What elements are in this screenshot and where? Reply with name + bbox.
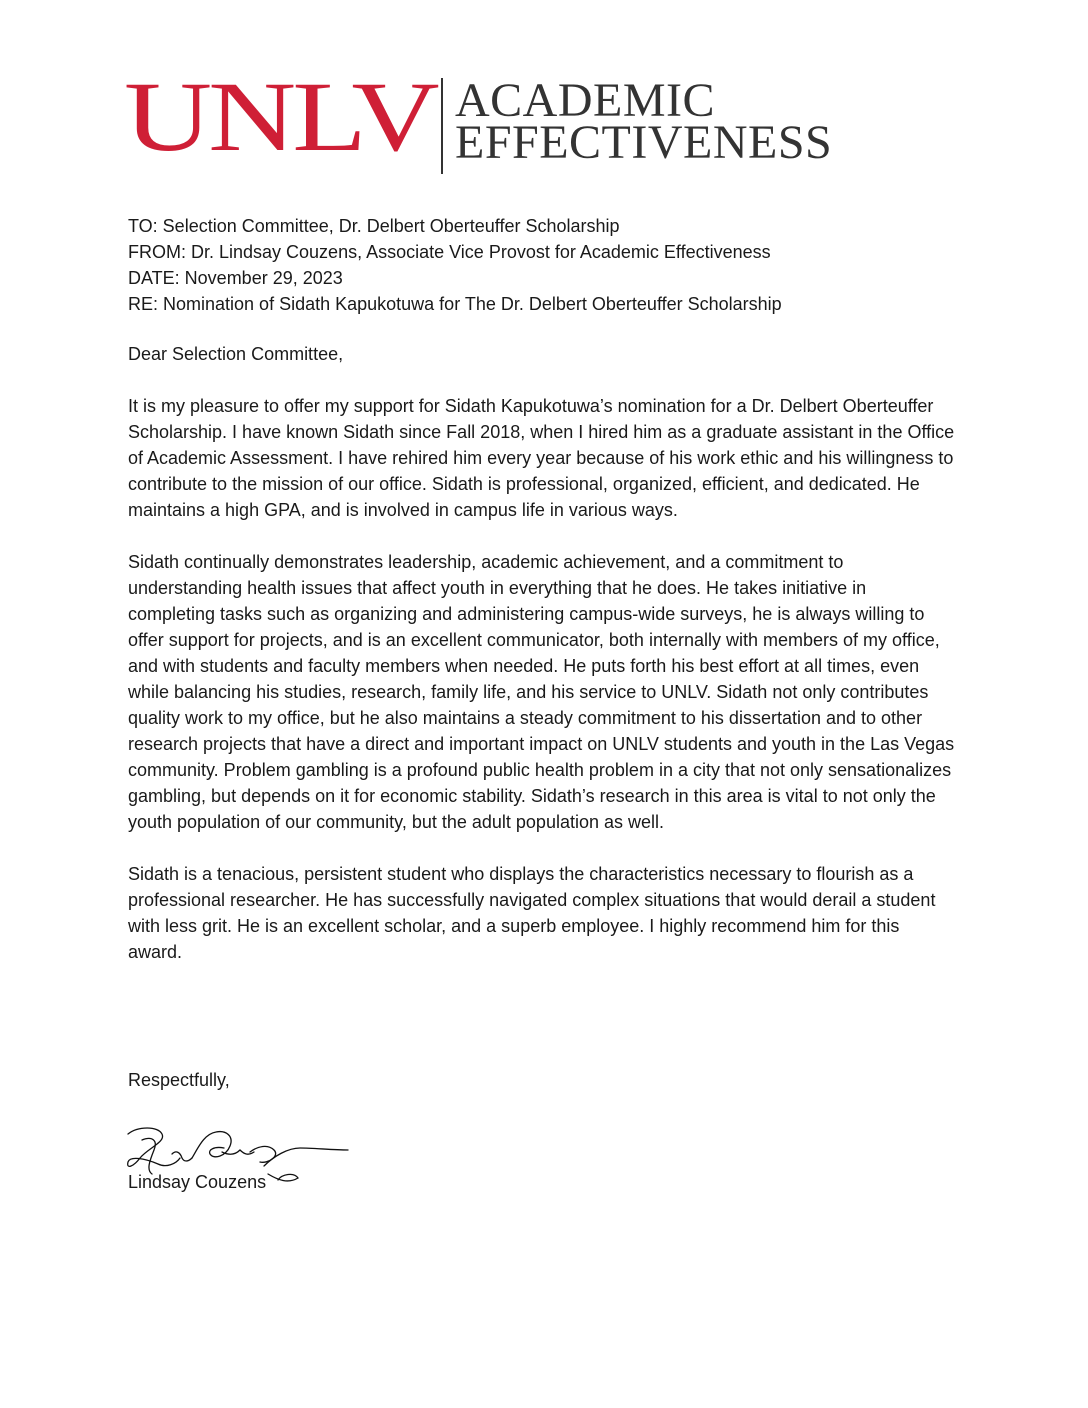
paragraph-3: Sidath is a tenacious, persistent student who displays the characteristics necessary to flourish as a professional researcher. He has successfully navigated complex situations that would derail a student with less grit. He is an excellent scholar, and a superb employee. I highly recommend him for this award. [128,864,936,962]
letterhead [124,61,904,176]
logo-divider [441,78,443,174]
memo-to: TO: Selection Committee, Dr. Delbert Oberteuffer Scholarship [128,216,620,236]
memo-header [128,213,782,317]
department-name [455,74,833,169]
unlv-logo: UNLV [124,61,436,172]
memo-from: FROM: Dr. Lindsay Couzens, Associate Vice Provost for Academic Effectiveness [128,242,771,262]
letter-body [128,341,958,991]
department-line-2: EFFECTIVENESS [455,116,833,169]
department-line-1: ACADEMIC [455,74,716,127]
paragraph-2: Sidath continually demonstrates leadership, academic achievement, and a commitment to understanding health issues that affect youth in everything that he does. He takes initiative in completing tasks such as organizing and administering campus-wide surveys, he is always willing to offer support for projects, and is an excellent communicator, both internally with members of my office, and with students and faculty members when needed. He puts forth his best effort at all times, even while balancing his studies, research, family life, and his service to UNLV. Sidath not only contributes quality work to my office, but he also maintains a steady commitment to his dissertation and to other research projects that have a direct and important impact on UNLV students and youth in the Las Vegas community. Problem gambling is a profound public health problem in a city that not only sensationalizes gambling, but depends on it for economic stability. Sidath’s research in this area is vital to not only the youth population of our community, but the adult population as well. [128,552,955,832]
memo-re: RE: Nomination of Sidath Kapukotuwa for The Dr. Delbert Oberteuffer Scholarship [128,294,782,314]
closing: Respectfully, [128,1070,230,1090]
memo-date: DATE: November 29, 2023 [128,268,343,288]
signer-name: Lindsay Couzens [128,1172,267,1192]
salutation: Dear Selection Committee, [128,344,344,364]
paragraph-1: It is my pleasure to offer my support for Sidath Kapukotuwa’s nomination for a Dr. Delbert Oberteuffer Scholarship. I have known Sidath since Fall 2018, when I hired him as a graduate assistant in the Office of Academic Assessment. I have rehired him every year because of his work ethic and his willingness to contribute to the mission of our office. Sidath is professional, organized, efficient, and dedicated. He maintains a high GPA, and is involved in campus life in various ways. [128,396,955,520]
